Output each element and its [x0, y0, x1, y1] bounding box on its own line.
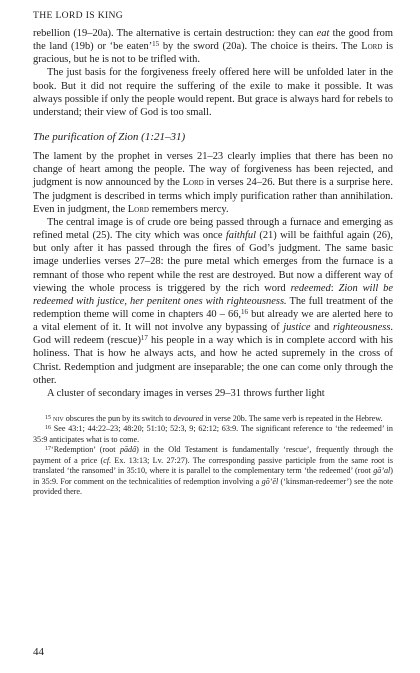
book-page	[33, 10, 393, 497]
text: the good from the land (19b) or ‘be eaten’	[33, 28, 393, 53]
emphasis: righteousness	[332, 322, 391, 334]
footnote-ref-16[interactable]: 16	[241, 307, 249, 316]
paragraph-1	[33, 27, 393, 66]
text: (21) will be faithful again (26), but only after it has passed through the fires of God’s judgment. The same basic image underlies verses 27–28: the pure metal which emerges from the furnace is a remnant of those who repent while the rest are destroyed. But now a different way of viewing the whole process is triggered by the rich word	[33, 230, 393, 294]
footnote-number: 15	[45, 415, 51, 422]
emphasis: pādâ	[119, 445, 137, 455]
text: is gracious, but he is not to be trifled with.	[33, 41, 394, 66]
emphasis: faithful	[225, 230, 256, 242]
text: See 43:1; 44:22–23; 48:20; 51:10; 52:3, 9; 62:12; 63:9. The significant reference to ‘the redeemed’ in 35:9 anticipates what is to come.	[33, 424, 393, 444]
text: rebellion (19–20a). The alternative is certain destruction: they can	[33, 28, 317, 39]
page-number: 44	[33, 646, 44, 658]
footnote-16	[33, 424, 393, 445]
text: . God will redeem (rescue)	[33, 322, 393, 347]
paragraph-2: The just basis for the forgiveness freely offered here will be unfolded later in the book. But it did not require the suffering of the exile to make it possible. It was always possible if only the people would repent. But grace is always hard for rebels to understand; their view of God is too small.	[33, 67, 393, 118]
text: The central image is of crude ore being passed through a furnace and emerging as refined metal (25). The city which was once	[33, 216, 393, 242]
footnote-17	[33, 445, 393, 497]
small-caps-lord: Lord	[127, 203, 149, 215]
paragraph-5: A cluster of secondary images in verses 29–31 throws further light	[47, 387, 325, 399]
footnote-number: 17	[45, 446, 51, 453]
emphasis: justice	[283, 322, 311, 334]
emphasis: eat	[316, 28, 330, 39]
section-heading: The purification of Zion (1:21–31)	[33, 131, 186, 144]
text: ‘Redemption’ (root	[51, 445, 120, 455]
text: remembers mercy.	[148, 203, 229, 215]
footnotes	[33, 414, 393, 497]
small-caps-niv: niv	[53, 414, 64, 424]
paragraph-4	[33, 216, 393, 387]
text: obscures the pun by its switch to	[63, 414, 174, 424]
text: by the sword (20a). The choice is theirs. The	[159, 41, 362, 53]
text: Ex. 13:13; Lv. 27:27). The corresponding passive participle from the same root is translated ‘the ransomed’ in 35:10, where it is parallel to the complementary term ‘the redeemed’ (root	[33, 455, 393, 476]
emphasis: devoured	[173, 414, 204, 424]
text: in verses 24–26. But there is a surprise here. The judgment is described in terms which imply purification rather than annihilation. Even in judgment, the	[33, 177, 393, 215]
footnote-15	[33, 414, 393, 424]
text: and	[310, 322, 333, 334]
text: ) in the Old Testament is fundamentally ‘rescue’, frequently through the payment of a price (	[33, 445, 393, 465]
text: (‘kinsman-redeemer’) see the note provided there.	[33, 476, 393, 496]
footnote-ref-15[interactable]: 15	[152, 40, 160, 49]
text: :	[330, 282, 339, 294]
small-caps-lord: Lord	[361, 41, 383, 53]
text: in verse 20b. The same verb is repeated in the Hebrew.	[203, 414, 383, 424]
text: ) in 35:9. For comment on the technicalities of redemption involving a	[33, 466, 393, 486]
emphasis: cf.	[103, 455, 112, 465]
text: The full treatment of the redemption theme will come in chapters 40 – 66,	[33, 295, 393, 320]
footnote-number: 16	[45, 425, 51, 432]
text: his people in a way which is in complete accord with his holiness. That is how he always acts, and how he acted supremely in the cross of Christ. Redemption and judgment are inseparable; the one can come only through the other.	[33, 335, 393, 386]
emphasis: gō’ēl	[261, 476, 279, 486]
paragraph-3	[33, 150, 393, 216]
footnote-ref-17[interactable]: 17	[140, 334, 148, 343]
text: The lament by the prophet in verses 21–23 clearly implies that there has been no change of heart among the people. The way of forgiveness has been rejected, and judgment is now announced by the	[33, 151, 393, 189]
emphasis: gā’al	[373, 466, 391, 476]
small-caps-lord: Lord	[182, 177, 204, 189]
quoted-verse: Zion will be redeemed with justice, her penitent ones with righteousness.	[33, 282, 393, 307]
text: but already we are alerted here to a vital element of it. It will not involve any bypassing of	[33, 308, 393, 334]
running-head: THE LORD IS KING	[33, 10, 124, 21]
emphasis: redeemed	[290, 282, 331, 294]
